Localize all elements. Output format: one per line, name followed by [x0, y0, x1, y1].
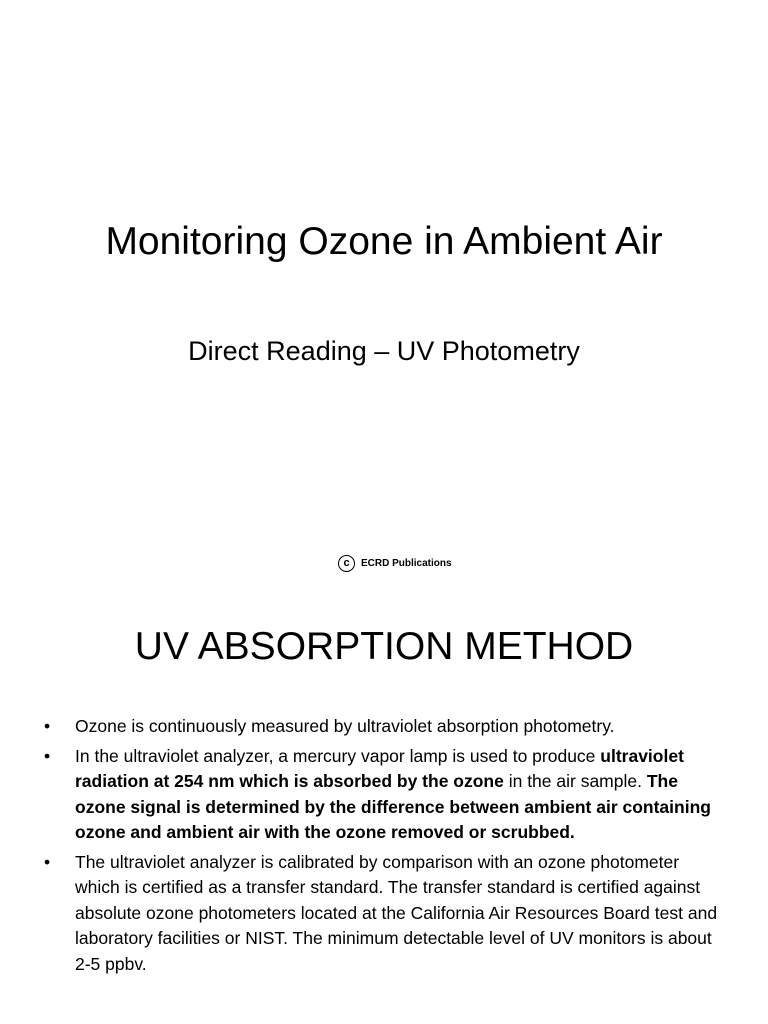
bullet-text-bold: The ozone signal is determined by the difference between ambient air containing ozone and ambient air with the ozone removed or scrubbed. [75, 771, 711, 842]
bullet-text: in the air sample. [503, 771, 647, 791]
copyright-icon: c [338, 555, 355, 572]
content-slide [0, 590, 768, 1024]
bullet-marker: • [44, 851, 51, 872]
bullet-text: In the ultraviolet analyzer, a mercury vapor lamp is used to produce [75, 745, 601, 766]
copyright-text: ECRD Publications [361, 558, 452, 569]
bullet-item [44, 850, 724, 978]
bullet-text-bold: ultraviolet radiation at 254 nm which is absorbed by the ozone [75, 745, 684, 791]
bullet-text: The ultraviolet analyzer is calibrated by comparison with an ozone photometer which is certified as a transfer standard. The transfer standard is certified against absolute ozone photometers located at the California Air Resources Board test and laboratory facilities or NIST. The minimum detectable level of UV monitors is about 2-5 ppbv. [75, 851, 718, 974]
bullet-list [44, 714, 724, 981]
slide-heading: UV ABSORPTION METHOD [134, 625, 634, 668]
bullet-text: Ozone is continuously measured by ultraviolet absorption photometry. [75, 716, 615, 736]
copyright-notice [338, 555, 452, 572]
bullet-marker: • [44, 745, 51, 766]
bullet-item [44, 714, 724, 740]
bullet-marker: • [44, 716, 51, 736]
slide-title: Monitoring Ozone in Ambient Air [105, 220, 663, 263]
bullet-item [44, 744, 724, 846]
slide-subtitle: Direct Reading – UV Photometry [188, 336, 580, 366]
